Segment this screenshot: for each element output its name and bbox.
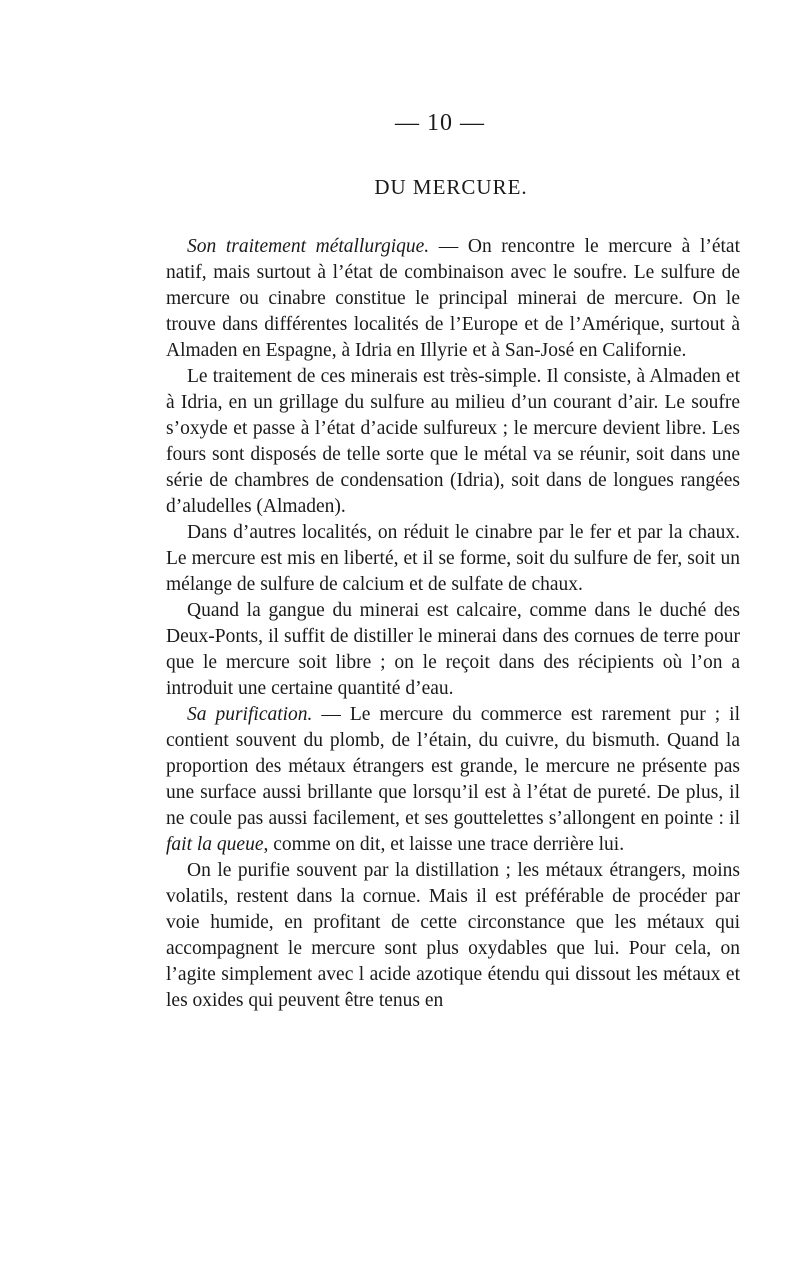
chapter-title: DU MERCURE. [374, 175, 528, 199]
paragraph-grillage [166, 364, 740, 520]
emphasis-phrase: fait la queue [166, 834, 264, 855]
page-number: — 10 — [395, 110, 485, 136]
paragraph-text: Quand la gangue du minerai est calcaire, comme dans le duché des Deux-Ponts, il suffit de distiller le minerai dans des cornues de terre pour que le mercure soit libre ; on le reçoit dans des récipients où l’on a introduit une certaine quantité d’eau. [166, 600, 740, 699]
paragraph-distillation [166, 858, 740, 1014]
paragraph-traitement [166, 234, 740, 364]
section-heading-traitement: Son traitement métallurgique. [187, 236, 430, 257]
paragraph-gangue [166, 598, 740, 702]
paragraph-purification [166, 702, 740, 858]
paragraph-reduction [166, 520, 740, 598]
paragraph-text: , comme on dit, et laisse une trace derrière lui. [263, 834, 625, 855]
section-heading-purification: Sa purification. [187, 704, 313, 725]
paragraph-text: On le purifie souvent par la distillation ; les métaux étrangers, moins volatils, restent dans la cornue. Mais il est préférable de procéder par voie humide, en profitant de cette circonstance que les métaux qui accompagnent le mercure sont plus oxydables que lui. Pour cela, on l’agite simplement avec l acide azotique étendu qui dissout les métaux et les oxides qui peuvent être tenus en [166, 860, 740, 1011]
body-text [166, 234, 740, 1014]
paragraph-text: Le traitement de ces minerais est très-simple. Il consiste, à Almaden et à Idria, en un grillage du sulfure au milieu d’un courant d’air. Le soufre s’oxyde et passe à l’état d’acide sulfureux ; le mercure devient libre. Les fours sont disposés de telle sorte que le métal va se réunir, soit dans une série de chambres de condensation (Idria), soit dans de longues rangées d’aludelles (Almaden). [166, 366, 740, 517]
paragraph-text: — Le mercure du commerce est rarement pur ; il contient souvent du plomb, de l’étain, du cuivre, du bismuth. Quand la proportion des métaux étrangers est grande, le mercure ne présente pas une surface aussi brillante que lorsqu’il est à l’état de pureté. De plus, il ne coule pas aussi facilement, et ses gouttelettes s’allongent en pointe : il [166, 704, 740, 829]
paragraph-text: — On rencontre le mercure à l’état natif, mais surtout à l’état de combinaison avec le soufre. Le sulfure de mercure ou cinabre constitue le principal minerai de mercure. On le trouve dans différentes localités de l’Europe et de l’Amérique, surtout à Almaden en Espagne, à Idria en Illyrie et à San-José en Californie. [166, 236, 740, 361]
paragraph-text: Dans d’autres localités, on réduit le cinabre par le fer et par la chaux. Le mercure est mis en liberté, et il se forme, soit du sulfure de fer, soit un mélange de sulfure de calcium et de sulfate de chaux. [166, 522, 740, 595]
